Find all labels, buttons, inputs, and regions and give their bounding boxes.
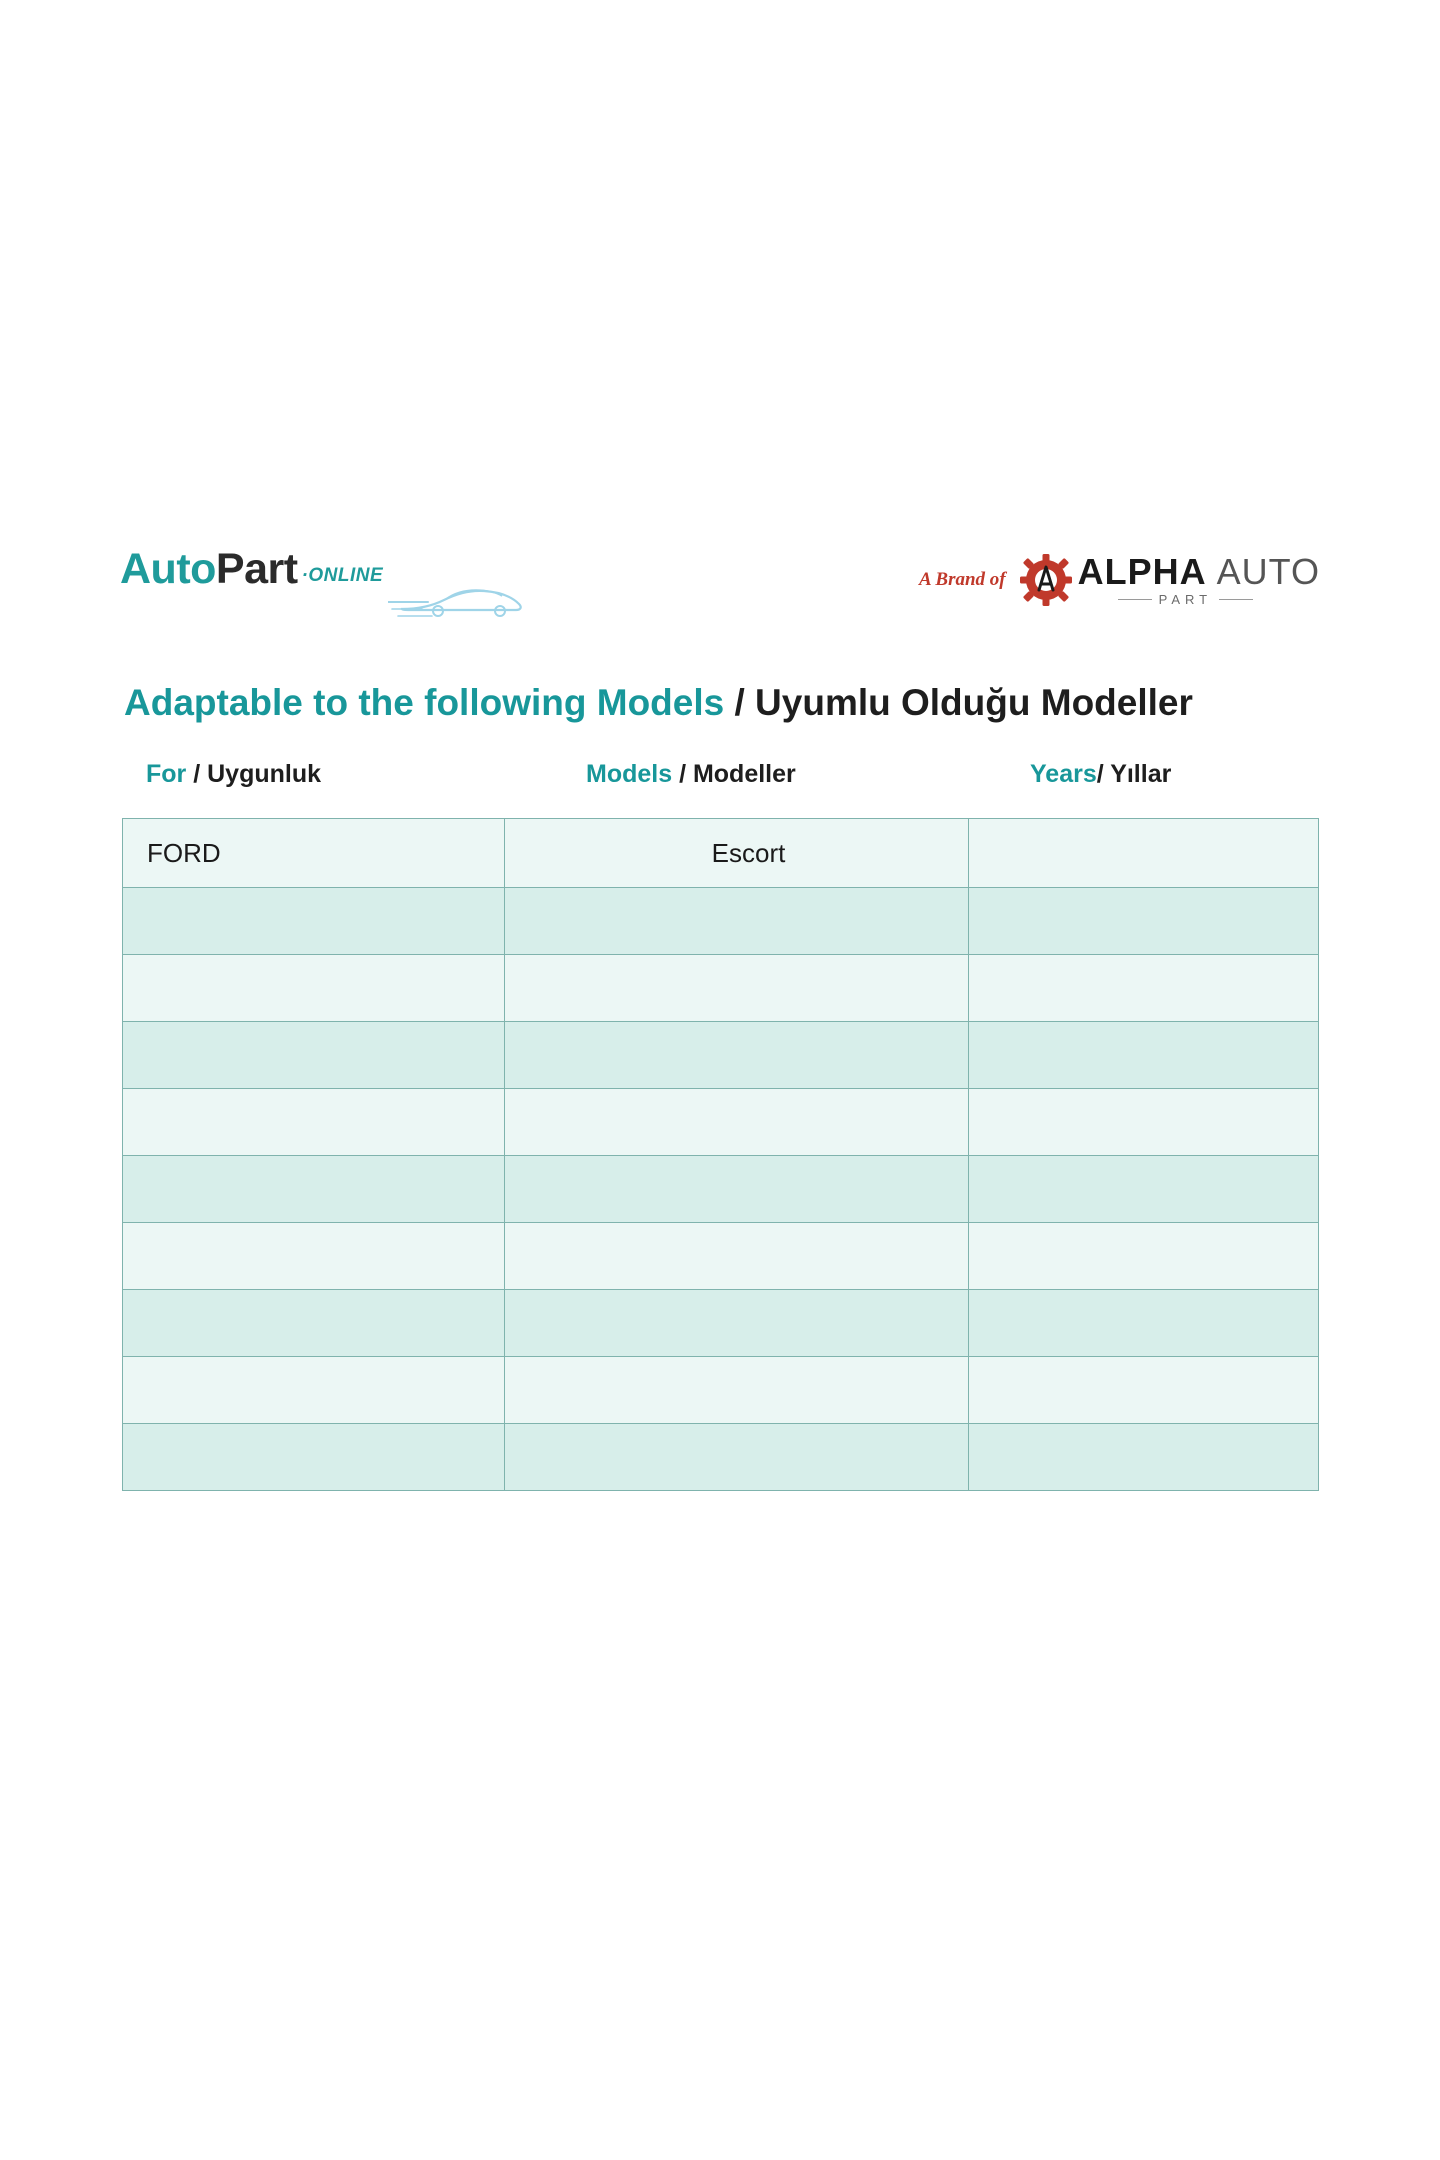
page-title-en: Adaptable to the following Models [124, 682, 725, 723]
column-heading-models [586, 760, 796, 789]
cell-model [505, 1223, 969, 1290]
cell-for [123, 1156, 505, 1223]
auto-text: AUTO [1216, 551, 1320, 592]
cell-years [969, 1156, 1319, 1223]
page-title [124, 682, 1193, 724]
car-silhouette-icon [388, 576, 538, 624]
column-heading-years-tr: / Yıllar [1096, 760, 1172, 788]
table-row [123, 1022, 1319, 1089]
alpha-text: ALPHA [1077, 551, 1207, 592]
alpha-wordmark [1077, 551, 1320, 607]
autopart-online-logo [120, 545, 384, 593]
table-row [123, 819, 1319, 888]
cell-for [123, 1022, 505, 1089]
cell-years [969, 1424, 1319, 1491]
cell-for [123, 1223, 505, 1290]
column-heading-years-en: Years [1030, 760, 1097, 788]
table-row [123, 955, 1319, 1022]
table-row [123, 1089, 1319, 1156]
table-row [123, 1223, 1319, 1290]
cell-for [123, 1424, 505, 1491]
column-heading-models-tr: / Modeller [672, 760, 796, 788]
column-heading-models-en: Models [586, 760, 673, 788]
document-header [120, 545, 1320, 638]
page-title-tr: / Uyumlu Olduğu Modeller [724, 682, 1193, 723]
cell-years [969, 1357, 1319, 1424]
column-heading-for-tr: / Uygunluk [186, 760, 322, 788]
cell-years [969, 955, 1319, 1022]
table-row [123, 1156, 1319, 1223]
cell-model [505, 1156, 969, 1223]
cell-model [505, 1357, 969, 1424]
cell-years [969, 888, 1319, 955]
cell-model: Escort [505, 819, 969, 888]
logo-text-auto: Auto [120, 545, 216, 593]
cell-for [123, 1357, 505, 1424]
table-row [123, 1357, 1319, 1424]
a-brand-of-label: A Brand of [919, 569, 1006, 590]
cell-model [505, 888, 969, 955]
cell-model [505, 1424, 969, 1491]
alpha-auto-part-lockup [919, 551, 1320, 607]
column-heading-for [146, 760, 321, 789]
cell-for [123, 888, 505, 955]
table-row [123, 1424, 1319, 1491]
cell-years [969, 1089, 1319, 1156]
cell-for [123, 1290, 505, 1357]
cell-model [505, 1290, 969, 1357]
table-row [123, 1290, 1319, 1357]
part-text: PART [1158, 592, 1213, 607]
cell-years [969, 1022, 1319, 1089]
alpha-logo [1020, 551, 1320, 607]
column-heading-for-en: For [146, 760, 187, 788]
table-row [123, 888, 1319, 955]
cell-model [505, 1022, 969, 1089]
cell-for: FORD [123, 819, 505, 888]
cell-for [123, 1089, 505, 1156]
rule-left [1118, 599, 1152, 600]
logo-text-part: Part [215, 545, 298, 593]
logo-text-online: ·ONLINE [301, 565, 384, 586]
compatibility-table [122, 818, 1319, 1491]
cell-model [505, 955, 969, 1022]
cell-years [969, 819, 1319, 888]
gear-icon [1020, 554, 1072, 606]
rule-right [1219, 599, 1253, 600]
cell-years [969, 1290, 1319, 1357]
cell-years [969, 1223, 1319, 1290]
cell-model [505, 1089, 969, 1156]
table-column-headings [124, 760, 1316, 804]
column-heading-years [1030, 760, 1171, 789]
cell-for [123, 955, 505, 1022]
